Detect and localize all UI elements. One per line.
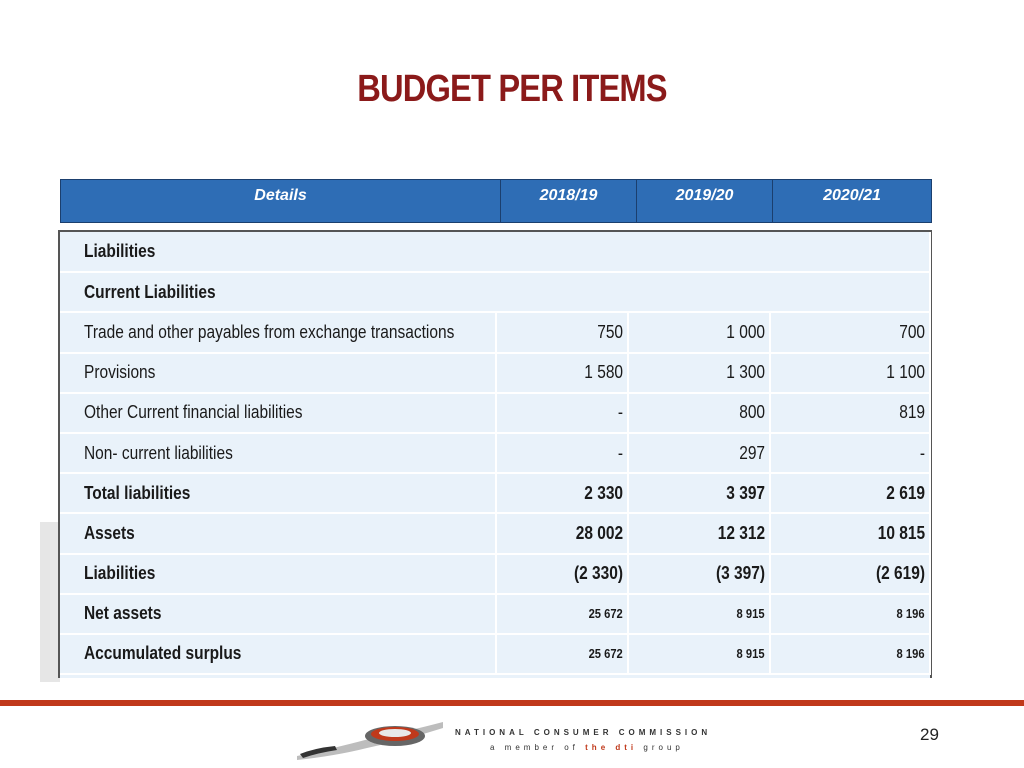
cell-value: 28 002	[575, 522, 623, 543]
row-label-cell	[60, 232, 930, 272]
row-label-cell	[60, 312, 496, 352]
cell-value: 297	[739, 442, 765, 463]
value-cell	[770, 634, 930, 674]
value-cell	[770, 594, 930, 634]
table-row	[60, 272, 930, 312]
brand-tagline-post: group	[643, 743, 684, 752]
header-2018-19: 2018/19	[501, 180, 637, 222]
value-cell	[628, 393, 770, 433]
row-label: Trade and other payables from exchange transactions	[84, 321, 455, 342]
cell-value: 25 672	[588, 606, 623, 622]
table-row	[60, 594, 930, 634]
row-label: Liabilities	[84, 241, 156, 262]
cell-value: (3 397)	[715, 563, 765, 584]
table-row	[60, 312, 930, 352]
value-cell	[628, 513, 770, 553]
value-cell	[770, 513, 930, 553]
cell-value: 8 915	[737, 606, 765, 622]
row-label-cell	[60, 473, 496, 513]
table-row	[60, 554, 930, 594]
cell-value: 1 580	[584, 362, 623, 383]
commission-logo-icon	[295, 718, 445, 762]
budget-table-container	[58, 230, 932, 678]
cell-value: (2 619)	[875, 563, 926, 584]
brand-tagline	[490, 743, 684, 752]
table-header	[60, 179, 932, 223]
header-2020-21: 2020/21	[823, 187, 881, 204]
row-label: Total liabilities	[84, 482, 191, 503]
header-details: Details	[61, 180, 501, 222]
value-cell	[628, 433, 770, 473]
value-cell	[496, 634, 628, 674]
value-cell	[496, 312, 628, 352]
value-cell	[628, 554, 770, 594]
cell-value: 2 619	[886, 482, 926, 503]
value-cell	[628, 312, 770, 352]
value-cell	[496, 393, 628, 433]
row-label-cell	[60, 554, 496, 594]
value-cell	[496, 594, 628, 634]
cell-value: 819	[899, 402, 926, 423]
cell-value: -	[617, 402, 623, 423]
row-label: Assets	[84, 522, 135, 543]
row-label: Liabilities	[84, 563, 156, 584]
row-label-cell	[60, 353, 496, 393]
header-2019-20: 2019/20	[637, 180, 773, 222]
value-cell	[628, 594, 770, 634]
cell-value: (2 330)	[573, 563, 623, 584]
value-cell	[770, 393, 930, 433]
value-cell	[496, 433, 628, 473]
row-label-cell	[60, 272, 930, 312]
footer-divider	[0, 700, 1024, 706]
table-row	[60, 473, 930, 513]
table-row	[60, 353, 930, 393]
row-label-cell	[60, 594, 496, 634]
row-label-cell	[60, 513, 496, 553]
value-cell	[628, 634, 770, 674]
cell-value: 25 672	[588, 646, 623, 662]
row-label-cell	[60, 433, 496, 473]
brand-name: NATIONAL CONSUMER COMMISSION	[455, 728, 712, 737]
cell-value: -	[919, 442, 926, 463]
row-label-cell	[60, 393, 496, 433]
cell-value: 700	[899, 321, 926, 342]
value-cell	[770, 353, 930, 393]
value-cell	[770, 312, 930, 352]
value-cell	[770, 554, 930, 594]
row-label: Other Current financial liabilities	[84, 402, 303, 423]
cell-value: 1 300	[726, 362, 765, 383]
cell-value: 1 100	[886, 362, 926, 383]
cell-value: 3 397	[726, 482, 765, 503]
row-label: Current Liabilities	[84, 281, 216, 302]
value-cell	[628, 353, 770, 393]
row-label: Provisions	[84, 362, 156, 383]
cell-value: 8 196	[897, 606, 926, 622]
row-label-cell	[60, 634, 496, 674]
slide-title: BUDGET PER ITEMS	[357, 68, 667, 110]
brand-tagline-accent: the dti	[585, 743, 638, 752]
decorative-strip	[40, 522, 60, 682]
table-row	[60, 634, 930, 674]
page-number: 29	[920, 725, 939, 744]
row-label: Non- current liabilities	[84, 442, 233, 463]
value-cell	[770, 433, 930, 473]
value-cell	[628, 473, 770, 513]
table-row	[60, 393, 930, 433]
cell-value: 12 312	[717, 522, 765, 543]
cell-value: 1 000	[726, 321, 765, 342]
cell-value: -	[617, 442, 623, 463]
cell-value: 750	[597, 321, 623, 342]
cell-value: 800	[739, 402, 765, 423]
value-cell	[496, 473, 628, 513]
cell-value: 8 196	[897, 646, 926, 662]
value-cell	[496, 513, 628, 553]
brand-tagline-pre: a member of	[490, 743, 579, 752]
table-row	[60, 433, 930, 473]
row-label: Net assets	[84, 603, 162, 624]
budget-table	[60, 232, 931, 675]
cell-value: 8 915	[737, 646, 765, 662]
table-row	[60, 232, 930, 272]
table-row	[60, 513, 930, 553]
cell-value: 10 815	[877, 522, 926, 543]
cell-value: 2 330	[584, 482, 623, 503]
value-cell	[770, 473, 930, 513]
row-label: Accumulated surplus	[84, 643, 242, 664]
value-cell	[496, 353, 628, 393]
value-cell	[496, 554, 628, 594]
